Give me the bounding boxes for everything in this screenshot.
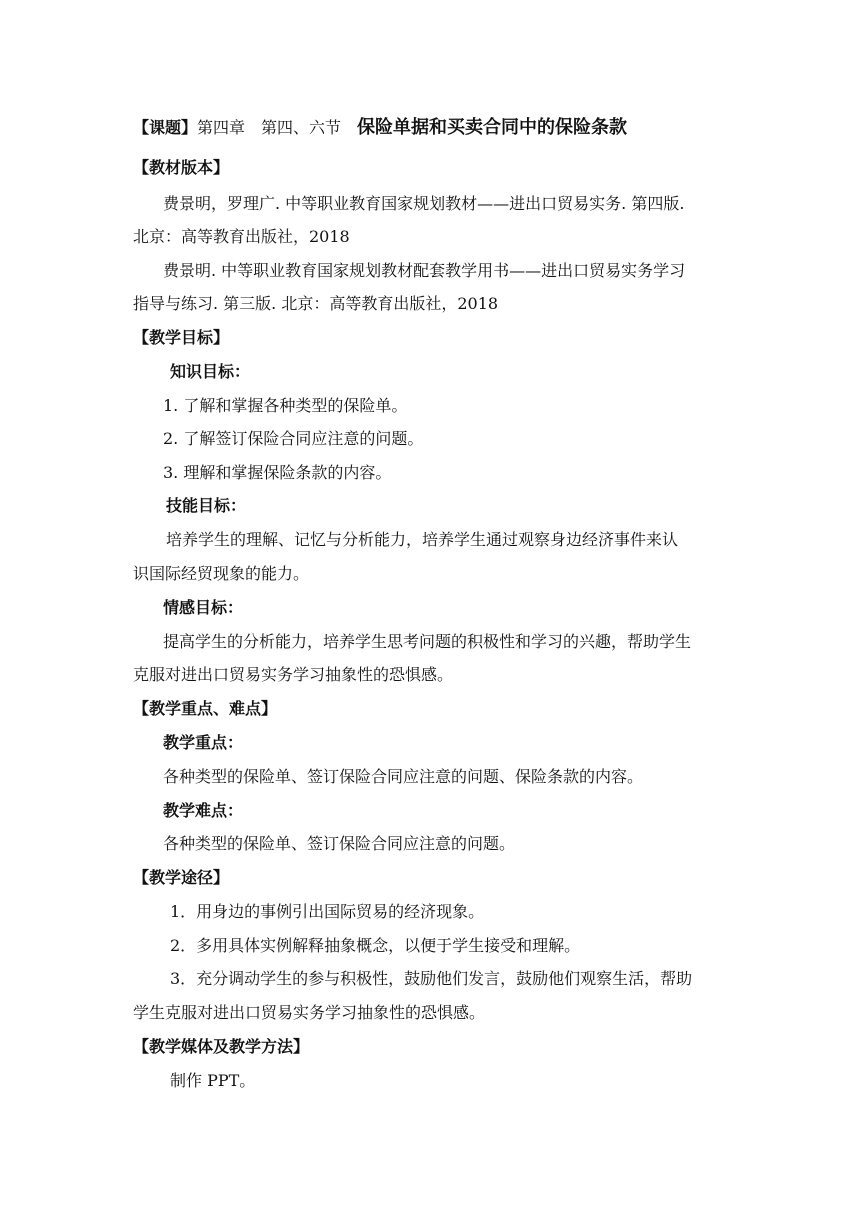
title-bracket-label: 【课题】: [133, 118, 198, 137]
skill-line-2: 识国际经贸现象的能力。: [133, 564, 310, 583]
textbook-ref1-line2: 北京：高等教育出版社，2018: [133, 227, 350, 246]
skill-label: 技能目标：: [166, 496, 247, 515]
focus-text: 各种类型的保险单、签订保险合同应注意的问题、保险条款的内容。: [163, 767, 644, 786]
knowledge-item-2: 2. 了解签订保险合同应注意的问题。: [163, 429, 424, 448]
emotion-label: 情感目标：: [163, 598, 244, 617]
knowledge-item-1: 1. 了解和掌握各种类型的保险单。: [163, 396, 408, 415]
key-points-heading: 【教学重点、难点】: [133, 699, 278, 718]
textbook-ref1-line1: 费景明，罗理广. 中等职业教育国家规划教材——进出口贸易实务. 第四版.: [163, 194, 685, 213]
emotion-line-1: 提高学生的分析能力，培养学生思考问题的积极性和学习的兴趣，帮助学生: [163, 632, 692, 651]
textbook-ref2-line1: 费景明. 中等职业教育国家规划教材配套教学用书——进出口贸易实务学习: [163, 261, 686, 280]
approach-item-3-line-2: 学生克服对进出口贸易实务学习抽象性的恐惧感。: [133, 1003, 486, 1022]
knowledge-label: 知识目标：: [170, 362, 251, 381]
textbook-heading: 【教材版本】: [133, 158, 230, 177]
objectives-heading: 【教学目标】: [133, 328, 230, 347]
lesson-title: [133, 117, 627, 139]
difficulty-text: 各种类型的保险单、签订保险合同应注意的问题。: [163, 834, 516, 853]
emotion-line-2: 克服对进出口贸易实务学习抽象性的恐惧感。: [133, 665, 454, 684]
approach-item-3-line-1: 3．充分调动学生的参与积极性，鼓励他们发言，鼓励他们观察生活，帮助: [170, 969, 693, 988]
difficulty-label: 教学难点：: [163, 801, 244, 820]
approach-item-2: 2．多用具体实例解释抽象概念，以便于学生接受和理解。: [170, 936, 581, 955]
approach-heading: 【教学途径】: [133, 868, 230, 887]
approach-item-1: 1．用身边的事例引出国际贸易的经济现象。: [170, 902, 485, 921]
textbook-ref2-line2: 指导与练习. 第三版. 北京：高等教育出版社，2018: [133, 294, 499, 313]
focus-label: 教学重点：: [163, 733, 244, 752]
media-text: 制作 PPT。: [170, 1071, 256, 1090]
media-heading: 【教学媒体及教学方法】: [133, 1037, 310, 1056]
title-chapter: 第四章 第四、六节: [197, 118, 342, 137]
title-name: 保险单据和买卖合同中的保险条款: [357, 117, 628, 138]
knowledge-item-3: 3. 理解和掌握保险条款的内容。: [163, 463, 392, 482]
skill-line-1: 培养学生的理解、记忆与分析能力，培养学生通过观察身边经济事件来认: [166, 530, 679, 549]
